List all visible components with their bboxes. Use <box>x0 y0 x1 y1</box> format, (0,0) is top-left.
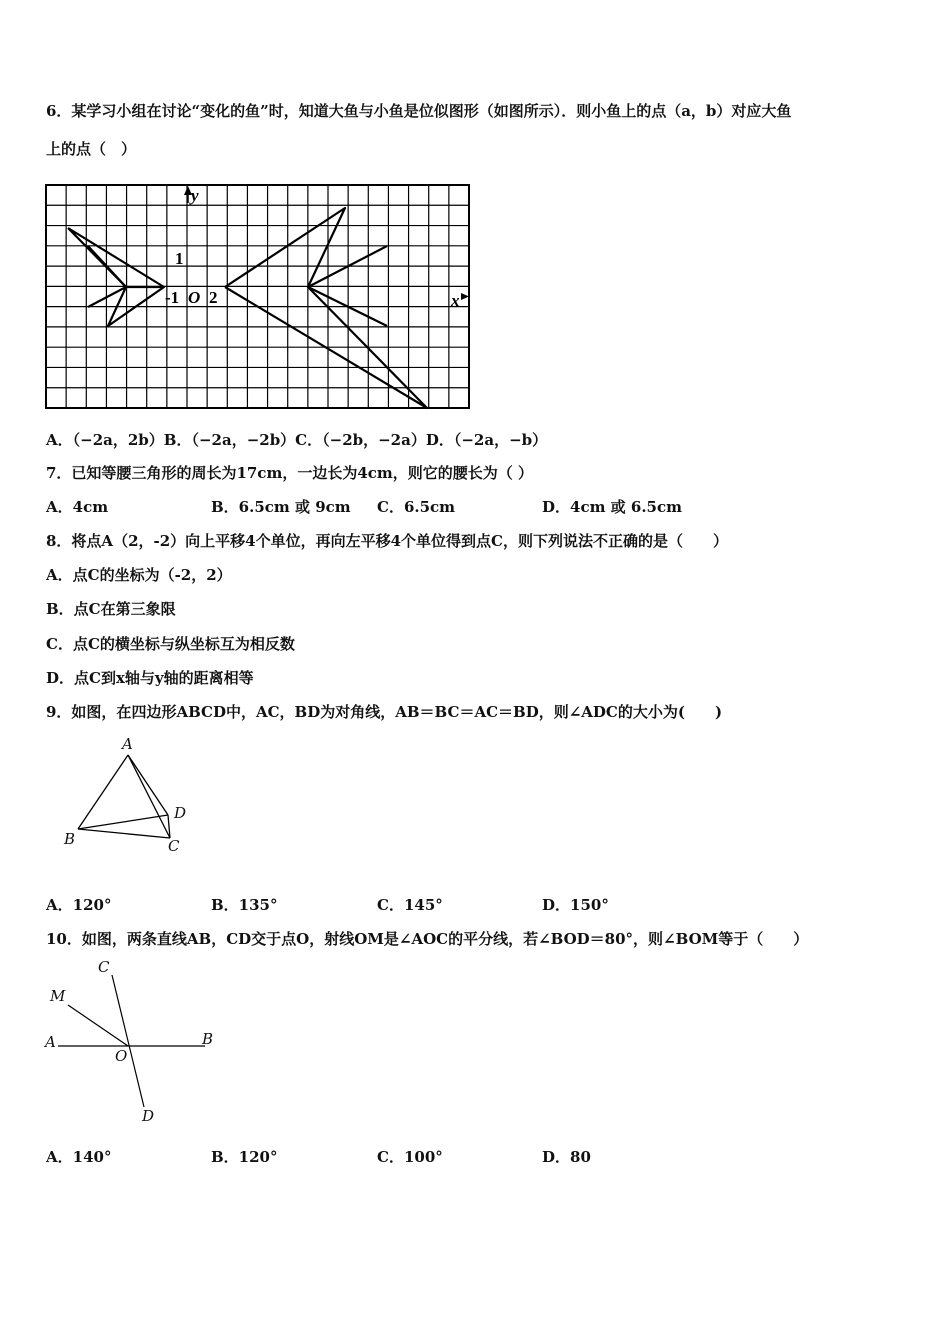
q10-label-m: M <box>50 987 66 1005</box>
q7-stem: 7．已知等腰三角形的周长为17cm，一边长为4cm，则它的腰长为（ ） <box>46 464 533 482</box>
q10-label-a: A <box>45 1033 56 1051</box>
q10-label-c: C <box>98 958 110 976</box>
tick-label-minus1: -1 <box>165 288 180 307</box>
q9-option-a: A．120° <box>46 896 112 914</box>
q9-option-c: C．145° <box>377 896 443 914</box>
q10-option-d: D．80 <box>542 1148 591 1166</box>
q10-label-b: B <box>202 1030 214 1048</box>
q9-option-d: D．150° <box>542 896 609 914</box>
x-axis-arrowhead <box>461 293 469 300</box>
q6-fish-grid-figure <box>45 183 471 411</box>
q7-option-a: A．4cm <box>46 498 109 516</box>
q7-option-b: B．6.5cm 或 9cm <box>211 498 351 516</box>
q8-option-a: A．点C的坐标为（-2，2） <box>46 566 232 584</box>
q10-option-c: C．100° <box>377 1148 443 1166</box>
q8-option-b: B．点C在第三象限 <box>46 600 176 618</box>
q9-label-a: A <box>122 735 133 753</box>
small-fish <box>68 228 164 326</box>
q10-label-d: D <box>142 1107 155 1125</box>
tick-label-2: 2 <box>209 288 218 307</box>
q10-label-o: O <box>115 1047 128 1065</box>
q9-stem: 9．如图，在四边形ABCD中，AC，BD为对角线，AB＝BC＝AC＝BD，则∠ADC的大小为( ) <box>46 703 723 721</box>
q7-option-d: D．4cm 或 6.5cm <box>542 498 682 516</box>
q9-quadrilateral-figure <box>60 733 200 858</box>
origin-label: O <box>188 288 201 307</box>
q8-option-c: C．点C的横坐标与纵坐标互为相反数 <box>46 635 295 653</box>
q9-label-c: C <box>168 837 180 855</box>
q9-label-b: B <box>64 830 76 848</box>
q10-option-a: A．140° <box>46 1148 112 1166</box>
q9-label-d: D <box>174 804 187 822</box>
q6-stem-line1: 6．某学习小组在讨论“变化的鱼”时，知道大鱼与小鱼是位似图形（如图所示）．则小鱼上的点（a，b）对应大鱼 <box>46 102 792 120</box>
q10-intersecting-lines-figure <box>40 955 230 1125</box>
tick-label-1: 1 <box>175 249 184 268</box>
q6-stem-line2: 上的点（ ） <box>46 140 137 158</box>
q8-stem: 8．将点A（2，-2）向上平移4个单位，再向左平移4个单位得到点C，则下列说法不正确的是（ ） <box>46 532 728 550</box>
q9-option-b: B．135° <box>211 896 278 914</box>
x-axis-label: x <box>451 291 460 310</box>
q8-option-d: D．点C到x轴与y轴的距离相等 <box>46 669 254 687</box>
q7-option-c: C．6.5cm <box>377 498 456 516</box>
q6-options: A．（−2a，2b）B．（−2a，−2b）C．（−2b，−2a）D．（−2a，−b） <box>46 431 548 449</box>
q10-stem: 10．如图，两条直线AB，CD交于点O，射线OM是∠AOC的平分线，若∠BOD＝80°，则∠BOM等于（ ） <box>46 930 809 948</box>
y-axis-label: y <box>191 186 199 205</box>
q10-option-b: B．120° <box>211 1148 278 1166</box>
big-fish <box>225 208 427 408</box>
